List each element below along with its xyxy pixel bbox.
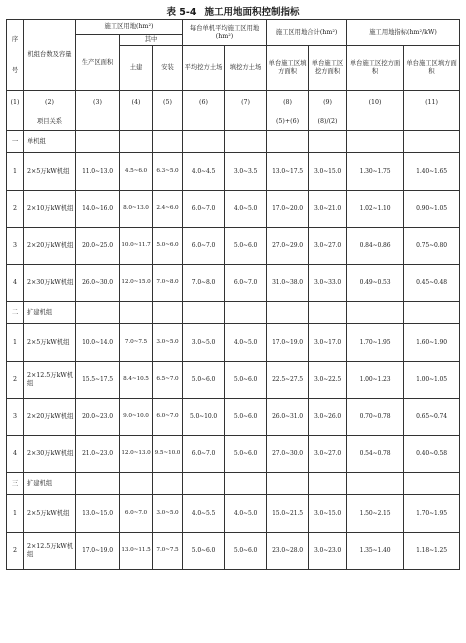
empty-cell bbox=[347, 131, 404, 153]
header-earthwork-fill: 填挖方土场 bbox=[225, 46, 267, 91]
installation-cell: 9.5~10.0 bbox=[153, 436, 183, 473]
earthwork-fill-cell: 5.0~6.0 bbox=[225, 533, 267, 570]
empty-cell bbox=[347, 302, 404, 324]
site-total-cell: 14.0~16.0 bbox=[76, 191, 120, 228]
section-name: 扩建机组 bbox=[24, 302, 76, 324]
earthwork-balance-cell: 5.0~10.0 bbox=[183, 399, 225, 436]
table-caption bbox=[0, 4, 466, 18]
unit-spec: 2×12.5万kW机组 bbox=[24, 362, 76, 399]
earthwork-fill-cell: 5.0~6.0 bbox=[225, 399, 267, 436]
unit-spec: 2×10万kW机组 bbox=[24, 191, 76, 228]
index-b-cell: 1.70~1.95 bbox=[404, 495, 460, 533]
index-a-cell: 0.70~0.78 bbox=[347, 399, 404, 436]
empty-cell bbox=[404, 473, 460, 495]
plan-cut-cell: 3.0~15.0 bbox=[309, 153, 347, 191]
installation-cell: 6.3~5.0 bbox=[153, 153, 183, 191]
unit-spec: 2×12.5万kW机组 bbox=[24, 533, 76, 570]
col-number: (4) bbox=[120, 91, 153, 115]
civil-cell: 8.4~10.5 bbox=[120, 362, 153, 399]
earthwork-fill-cell: 4.0~5.0 bbox=[225, 191, 267, 228]
unit-spec: 2×20万kW机组 bbox=[24, 399, 76, 436]
row-seq: 二 bbox=[7, 302, 24, 324]
installation-cell: 2.4~6.0 bbox=[153, 191, 183, 228]
header-seq: 序 号 bbox=[7, 20, 24, 91]
row-seq: 4 bbox=[7, 436, 24, 473]
header-plan-fill: 单台施工区填方面积 bbox=[267, 46, 309, 91]
installation-cell: 7.0~7.5 bbox=[153, 533, 183, 570]
plan-fill-cell: 31.0~38.0 bbox=[267, 265, 309, 302]
row-seq: 1 bbox=[7, 324, 24, 362]
table-row bbox=[7, 153, 460, 191]
empty-cell bbox=[267, 302, 309, 324]
civil-cell: 4.5~6.0 bbox=[120, 153, 153, 191]
plan-cut-cell: 3.0~17.0 bbox=[309, 324, 347, 362]
table-row bbox=[7, 228, 460, 265]
col-number: (1) bbox=[7, 91, 24, 115]
index-a-cell: 1.35~1.40 bbox=[347, 533, 404, 570]
plan-cut-cell: 3.0~23.0 bbox=[309, 533, 347, 570]
row-seq: 2 bbox=[7, 362, 24, 399]
table-row bbox=[7, 399, 460, 436]
plan-cut-cell: 3.0~15.0 bbox=[309, 495, 347, 533]
table-title: 施工用地面积控制指标 bbox=[204, 7, 300, 18]
index-a-cell: 0.49~0.53 bbox=[347, 265, 404, 302]
formula-8: (5)+(6) bbox=[267, 115, 309, 131]
header-index-a: 单台施工区挖方面积 bbox=[347, 46, 404, 91]
earthwork-balance-cell: 7.0~8.0 bbox=[183, 265, 225, 302]
header-construction-index: 施工用地指标(hm²/kW) bbox=[347, 20, 460, 46]
empty-cell bbox=[120, 131, 153, 153]
unit-spec: 2×30万kW机组 bbox=[24, 265, 76, 302]
table-row bbox=[7, 191, 460, 228]
empty-cell bbox=[404, 302, 460, 324]
earthwork-fill-cell: 5.0~6.0 bbox=[225, 228, 267, 265]
plan-fill-cell: 26.0~31.0 bbox=[267, 399, 309, 436]
site-total-cell: 17.0~19.0 bbox=[76, 533, 120, 570]
earthwork-balance-cell: 4.0~4.5 bbox=[183, 153, 225, 191]
table-row bbox=[7, 533, 460, 570]
empty-cell bbox=[225, 473, 267, 495]
empty-cell bbox=[267, 131, 309, 153]
header-single-unit: 每台单机平均施工区用地(hm²) bbox=[183, 20, 267, 46]
row-seq: 1 bbox=[7, 153, 24, 191]
site-total-cell: 20.0~23.0 bbox=[76, 399, 120, 436]
plan-fill-cell: 27.0~29.0 bbox=[267, 228, 309, 265]
installation-cell: 6.0~7.0 bbox=[153, 399, 183, 436]
empty-cell bbox=[309, 473, 347, 495]
col-number: (5) bbox=[153, 91, 183, 115]
section-name: 扩建机组 bbox=[24, 473, 76, 495]
row-seq: 3 bbox=[7, 228, 24, 265]
section-row bbox=[7, 131, 460, 153]
index-b-cell: 0.45~0.48 bbox=[404, 265, 460, 302]
plan-cut-cell: 3.0~26.0 bbox=[309, 399, 347, 436]
empty-cell bbox=[76, 131, 120, 153]
plan-fill-cell: 23.0~28.0 bbox=[267, 533, 309, 570]
civil-cell: 9.0~10.0 bbox=[120, 399, 153, 436]
header-installation: 安装 bbox=[153, 46, 183, 91]
plan-cut-cell: 3.0~21.0 bbox=[309, 191, 347, 228]
site-total-cell: 13.0~15.0 bbox=[76, 495, 120, 533]
installation-cell: 5.0~6.0 bbox=[153, 228, 183, 265]
civil-cell: 12.0~15.0 bbox=[120, 265, 153, 302]
formula-label: 项目关系 bbox=[24, 115, 76, 131]
land-use-index-table bbox=[6, 19, 460, 570]
earthwork-balance-cell: 5.0~6.0 bbox=[183, 362, 225, 399]
col-number: (7) bbox=[225, 91, 267, 115]
index-a-cell: 1.70~1.95 bbox=[347, 324, 404, 362]
installation-cell: 6.5~7.0 bbox=[153, 362, 183, 399]
col-number: (9) bbox=[309, 91, 347, 115]
col-number: (2) bbox=[24, 91, 76, 115]
empty-cell bbox=[267, 473, 309, 495]
empty-cell bbox=[404, 131, 460, 153]
row-seq: 一 bbox=[7, 131, 24, 153]
plan-fill-cell: 13.0~17.5 bbox=[267, 153, 309, 191]
header-civil: 土建 bbox=[120, 46, 153, 91]
empty-cell bbox=[120, 302, 153, 324]
index-b-cell: 1.40~1.65 bbox=[404, 153, 460, 191]
earthwork-fill-cell: 4.0~5.0 bbox=[225, 495, 267, 533]
site-total-cell: 20.0~25.0 bbox=[76, 228, 120, 265]
plan-fill-cell: 17.0~19.0 bbox=[267, 324, 309, 362]
index-b-cell: 0.65~0.74 bbox=[404, 399, 460, 436]
index-a-cell: 1.30~1.75 bbox=[347, 153, 404, 191]
index-a-cell: 0.54~0.78 bbox=[347, 436, 404, 473]
earthwork-fill-cell: 6.0~7.0 bbox=[225, 265, 267, 302]
civil-cell: 12.0~13.0 bbox=[120, 436, 153, 473]
row-seq: 3 bbox=[7, 399, 24, 436]
row-seq: 2 bbox=[7, 533, 24, 570]
earthwork-fill-cell: 4.0~5.0 bbox=[225, 324, 267, 362]
unit-spec: 2×5万kW机组 bbox=[24, 495, 76, 533]
empty-cell bbox=[153, 473, 183, 495]
earthwork-balance-cell: 6.0~7.0 bbox=[183, 228, 225, 265]
earthwork-fill-cell: 5.0~6.0 bbox=[225, 362, 267, 399]
earthwork-balance-cell: 6.0~7.0 bbox=[183, 436, 225, 473]
table-row bbox=[7, 436, 460, 473]
installation-cell: 3.0~5.0 bbox=[153, 495, 183, 533]
earthwork-fill-cell: 5.0~6.0 bbox=[225, 436, 267, 473]
table-number: 表 5-4 bbox=[166, 7, 197, 18]
col-number: (6) bbox=[183, 91, 225, 115]
index-b-cell: 1.18~1.25 bbox=[404, 533, 460, 570]
plan-fill-cell: 17.0~20.0 bbox=[267, 191, 309, 228]
unit-spec: 2×5万kW机组 bbox=[24, 324, 76, 362]
section-name: 单机组 bbox=[24, 131, 76, 153]
installation-cell: 3.0~5.0 bbox=[153, 324, 183, 362]
earthwork-fill-cell: 3.0~3.5 bbox=[225, 153, 267, 191]
site-total-cell: 15.5~17.5 bbox=[76, 362, 120, 399]
header-site-total: 施工区用地(hm²) bbox=[76, 20, 183, 35]
index-b-cell: 0.75~0.80 bbox=[404, 228, 460, 265]
unit-spec: 2×5万kW机组 bbox=[24, 153, 76, 191]
civil-cell: 8.0~13.0 bbox=[120, 191, 153, 228]
table-row bbox=[7, 362, 460, 399]
header-plan-cut: 单台施工区挖方面积 bbox=[309, 46, 347, 91]
empty-cell bbox=[225, 131, 267, 153]
header-units: 机组台数及容量 bbox=[24, 20, 76, 91]
header-production-area: 生产区面积 bbox=[76, 35, 120, 91]
row-seq: 三 bbox=[7, 473, 24, 495]
row-seq: 1 bbox=[7, 495, 24, 533]
empty-cell bbox=[76, 473, 120, 495]
formula-9: (8)/(2) bbox=[309, 115, 347, 131]
plan-cut-cell: 3.0~33.0 bbox=[309, 265, 347, 302]
table-body bbox=[7, 20, 460, 570]
civil-cell: 7.0~7.5 bbox=[120, 324, 153, 362]
empty-cell bbox=[153, 131, 183, 153]
header-single-unit-total: 施工区用地合计(hm²) bbox=[267, 20, 347, 46]
civil-cell: 6.0~7.0 bbox=[120, 495, 153, 533]
earthwork-balance-cell: 5.0~6.0 bbox=[183, 533, 225, 570]
empty-cell bbox=[76, 302, 120, 324]
empty-cell bbox=[120, 473, 153, 495]
empty-cell bbox=[309, 302, 347, 324]
index-b-cell: 0.40~0.58 bbox=[404, 436, 460, 473]
site-total-cell: 11.0~13.0 bbox=[76, 153, 120, 191]
empty-cell bbox=[309, 131, 347, 153]
plan-cut-cell: 3.0~22.5 bbox=[309, 362, 347, 399]
earthwork-balance-cell: 3.0~5.0 bbox=[183, 324, 225, 362]
section-row bbox=[7, 473, 460, 495]
index-a-cell: 1.50~2.15 bbox=[347, 495, 404, 533]
civil-cell: 13.0~11.5 bbox=[120, 533, 153, 570]
col-number: (11) bbox=[404, 91, 460, 115]
index-a-cell: 1.02~1.10 bbox=[347, 191, 404, 228]
empty-cell bbox=[153, 302, 183, 324]
col-number: (10) bbox=[347, 91, 404, 115]
plan-fill-cell: 15.0~21.5 bbox=[267, 495, 309, 533]
header-index-b: 单台施工区填方面积 bbox=[404, 46, 460, 91]
earthwork-balance-cell: 4.0~5.5 bbox=[183, 495, 225, 533]
header-earthwork-balance: 平均挖方土场 bbox=[183, 46, 225, 91]
col-number: (8) bbox=[267, 91, 309, 115]
plan-cut-cell: 3.0~27.0 bbox=[309, 228, 347, 265]
empty-cell bbox=[183, 131, 225, 153]
index-b-cell: 1.60~1.90 bbox=[404, 324, 460, 362]
empty-cell bbox=[225, 302, 267, 324]
installation-cell: 7.0~8.0 bbox=[153, 265, 183, 302]
section-row bbox=[7, 302, 460, 324]
row-seq: 4 bbox=[7, 265, 24, 302]
earthwork-balance-cell: 6.0~7.0 bbox=[183, 191, 225, 228]
header-of-which: 其中 bbox=[120, 35, 183, 46]
plan-cut-cell: 3.0~27.0 bbox=[309, 436, 347, 473]
row-seq: 2 bbox=[7, 191, 24, 228]
plan-fill-cell: 22.5~27.5 bbox=[267, 362, 309, 399]
site-total-cell: 26.0~30.0 bbox=[76, 265, 120, 302]
empty-cell bbox=[347, 473, 404, 495]
civil-cell: 10.0~11.7 bbox=[120, 228, 153, 265]
index-b-cell: 0.90~1.05 bbox=[404, 191, 460, 228]
index-a-cell: 0.84~0.86 bbox=[347, 228, 404, 265]
empty-cell bbox=[183, 473, 225, 495]
table-row bbox=[7, 324, 460, 362]
table-row bbox=[7, 265, 460, 302]
plan-fill-cell: 27.0~30.0 bbox=[267, 436, 309, 473]
empty-cell bbox=[183, 302, 225, 324]
col-number: (3) bbox=[76, 91, 120, 115]
unit-spec: 2×30万kW机组 bbox=[24, 436, 76, 473]
index-a-cell: 1.00~1.23 bbox=[347, 362, 404, 399]
site-total-cell: 21.0~23.0 bbox=[76, 436, 120, 473]
site-total-cell: 10.0~14.0 bbox=[76, 324, 120, 362]
index-b-cell: 1.00~1.05 bbox=[404, 362, 460, 399]
unit-spec: 2×20万kW机组 bbox=[24, 228, 76, 265]
table-row bbox=[7, 495, 460, 533]
